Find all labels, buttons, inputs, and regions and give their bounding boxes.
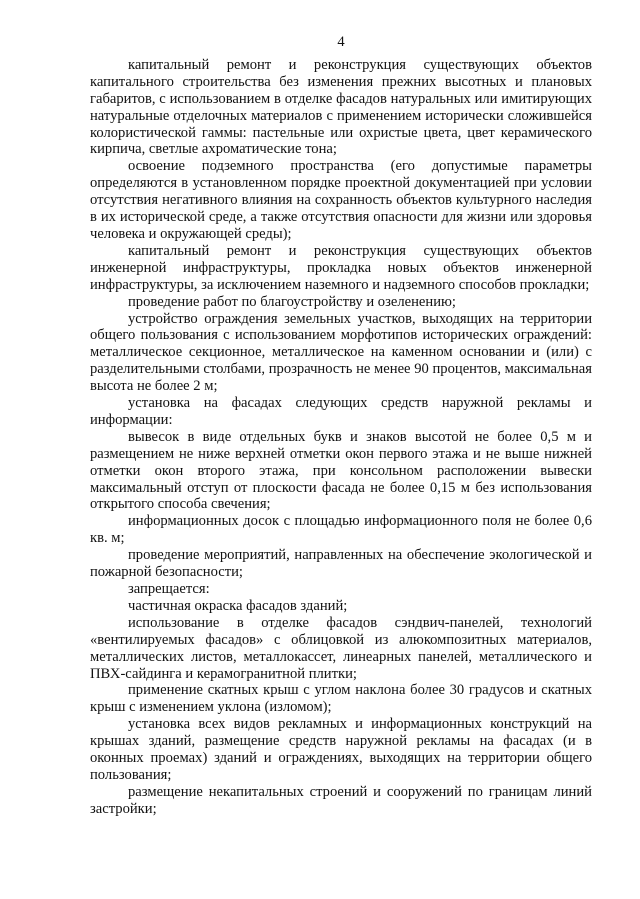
paragraph-roof-advertising: установка всех видов рекламных и информационных конструкций на крышах зданий, размещение средств наружной рекламы на фасадах (и в оконных проемах) зданий и ограждениях, выходящих на территории общего пользования;: [90, 716, 592, 783]
paragraph-safety-measures: проведение мероприятий, направленных на обеспечение экологической и пожарной безопасности;: [90, 547, 592, 581]
paragraph-underground-space: освоение подземного пространства (его допустимые параметры определяются в установленном порядке проектной документацией при условии отсутствия негативного влияния на сохранность объектов культурного наследия в их исторической среде, а также отсутствия опасности для жизни или здоровья человека и окружающей среды);: [90, 158, 592, 242]
paragraph-signboards: вывесок в виде отдельных букв и знаков высотой не более 0,5 м и размещением не ниже верхней отметки окон первого этажа и не выше нижней отметки окон второго этажа, при консольном расположении вывески максимальный отступ от плоскости фасада не более 0,15 м без использования открытого способа свечения;: [90, 428, 592, 513]
page-number: 4: [337, 34, 345, 50]
document-page: [90, 34, 592, 818]
paragraph-temporary-structures: размещение некапитальных строений и сооружений по границам линий застройки;: [90, 783, 592, 817]
paragraph-fencing: устройство ограждения земельных участков, выходящих на территории общего пользования с использованием морфотипов исторических ограждений: металлическое секционное, металлическое на каменном основании и (или) с разделительными столбами, прозрачность не менее 90 процентов, максимальная высота не более 2 м;: [90, 310, 592, 395]
paragraph-pitched-roofs: применение скатных крыш с углом наклона более 30 градусов и скатных крыш с изменением уклона (изломом);: [90, 682, 592, 716]
paragraph-facade-materials: использование в отделке фасадов сэндвич-панелей, технологий «вентилируемых фасадов» с облицовкой из алюкомпозитных материалов, металлических листов, металлокассет, линеарных панелей, металлического и ПВХ-сайдинга и керамогранитной плитки;: [90, 614, 592, 682]
paragraph-engineering-infrastructure: капитальный ремонт и реконструкция существующих объектов инженерной инфраструктуры, прокладка новых объектов инженерной инфраструктуры, за исключением наземного и надземного способов прокладки;: [90, 242, 592, 293]
paragraph-partial-painting: частичная окраска фасадов зданий;: [128, 597, 348, 614]
paragraph-landscaping: проведение работ по благоустройству и озеленению;: [128, 293, 456, 310]
paragraph-prohibited-heading: запрещается:: [128, 581, 210, 597]
paragraph-capital-repair: капитальный ремонт и реконструкция существующих объектов капитального строительства без изменения прежних высотных и плановых габаритов, с использованием в отделке фасадов натуральных или имитирующих натуральные отделочных материалов с применением исторически сложившейся колористической гаммы: пастельные или охристые цвета, цвет керамического кирпича, светлые ахроматические тона;: [90, 56, 592, 158]
paragraph-info-boards: информационных досок с площадью информационного поля не более 0,6 кв. м;: [90, 513, 592, 547]
paragraph-advertising-installation: установка на фасадах следующих средств наружной рекламы и информации:: [90, 395, 592, 428]
